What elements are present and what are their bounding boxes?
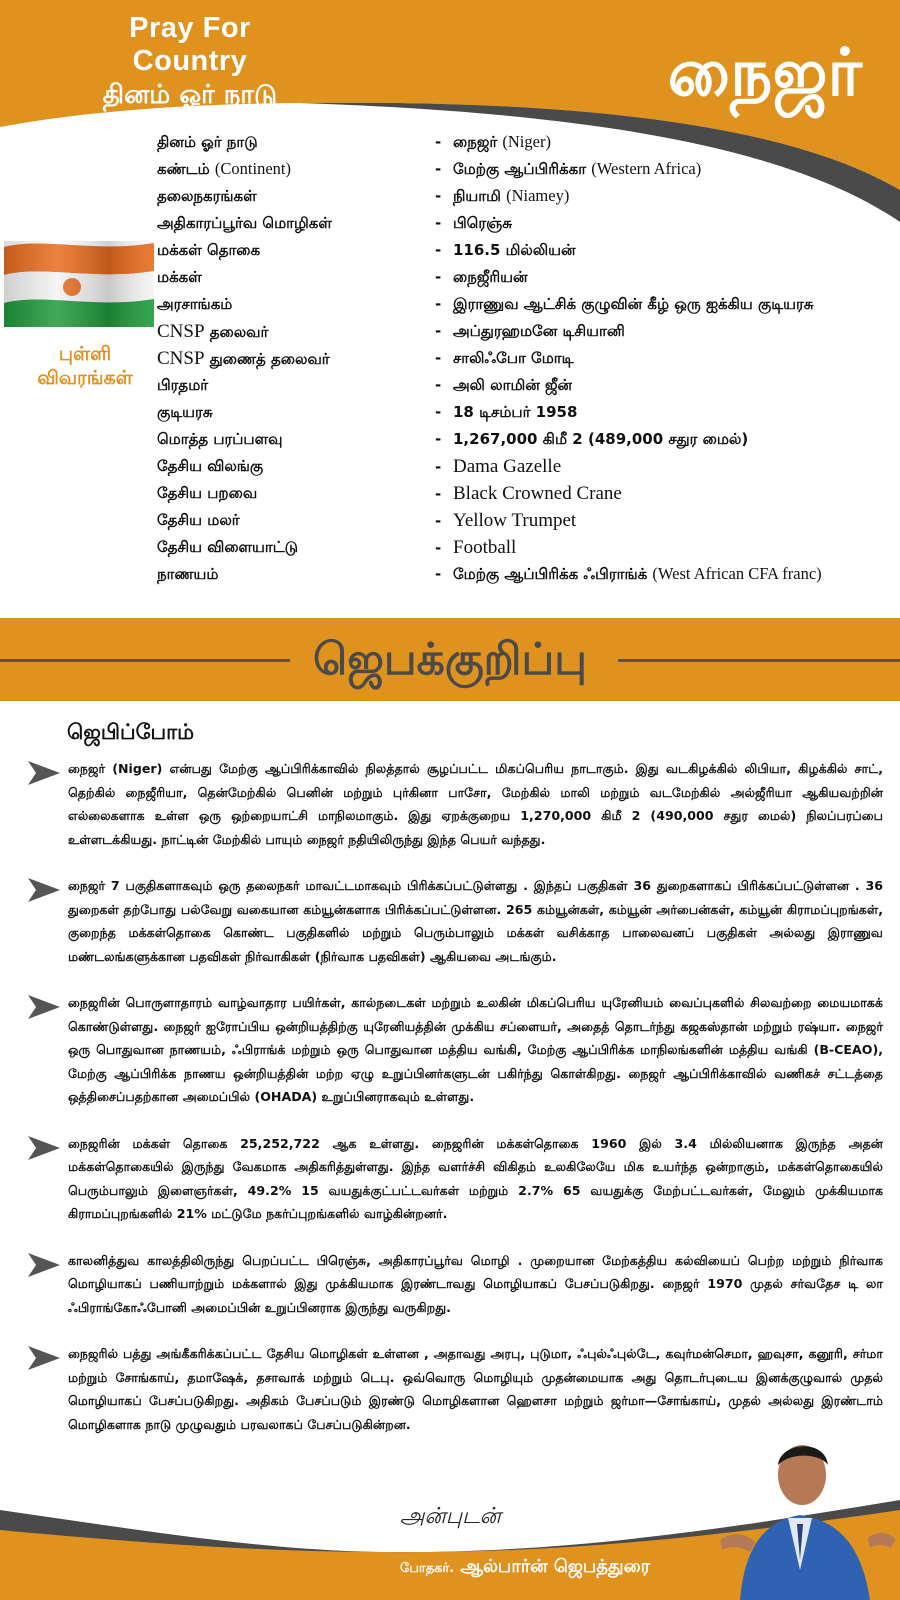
- signature-name: ஆல்பார்ன் ஜெபத்துரை: [460, 1556, 650, 1577]
- prayer-point: [28, 991, 883, 1109]
- brand-subtitle: தினம் ஓர் நாடு: [102, 80, 278, 110]
- prayer-point-text: காலனித்துவ காலத்திலிருந்து பெறப்பட்ட பிரெஞ்சு, அதிகாரப்பூர்வ மொழி . முறையான மேற்கத்திய கல்வியைப் பெற்ற மற்றும் நிர்வாக மொழியாகப் பணியாற்றும் மக்களால் இது முக்கியமாக இரண்டாவது மொழியாகப் பேசப்படுகிறது. நைஜர் 1970 முதல் சர்வதேச டி லா ஃபிராங்கோஃபோனி அமைப்பின் உறுப்பினராக இருந்து வருகிறது.: [68, 1252, 883, 1315]
- signature-role: போதகர்.: [400, 1561, 455, 1576]
- prayer-point-text: நைஜரில் பத்து அங்கீகரிக்கப்பட்ட தேசிய மொழிகள் உள்ளன , அதாவது அரபு, புடுமா, ஃபுல்ஃபுல்டே, கவுர்மன்செமா, ஹவுசா, கனூரி, சர்மா மற்றும் சோங்காய், தமாஷேக், தசாவாக் மற்றும் டெபு. ஒவ்வொரு மொழியும் முதன்மையாக அது தொடர்புடைய இனக்குழுவால் முதல் மொழியாகப் பேசப்படுகிறது. அதிகம் பேசப்படும் இரண்டு மொழிகளான ஹௌசா மற்றும் ஜர்மா—சோங்காய், முதல் அல்லது இரண்டாம் மொழிகளாக நாடு முழுவதும் பரவலாகப் பேசப்படுகின்றன.: [68, 1346, 883, 1432]
- fact-row: CNSP தலைவர் - அப்துரஹமனே டிசியானி: [157, 320, 625, 342]
- fact-row: மொத்த பரப்பளவு - 1,267,000 கிமீ 2 (489,000 சதுர மைல்): [157, 429, 749, 448]
- fact-row: தேசிய விளையாட்டு - Football: [157, 536, 517, 558]
- prayer-point: [28, 1249, 883, 1320]
- arrow-icon: [28, 878, 60, 902]
- prayer-point: [28, 757, 883, 851]
- fact-row: மக்கள் - நைஜீரியன்: [157, 267, 528, 286]
- band-title: ஜெபக்குறிப்பு: [312, 634, 587, 685]
- prayer-point-text: நைஜரின் மக்கள் தொகை 25,252,722 ஆக உள்ளது. நைஜரின் மக்கள்தொகை 1960 இல் 3.4 மில்லியனாக இருந்த அதன் மக்கள்தொகையில் இருந்து வேகமாக அதிகரித்துள்ளது. இந்த வளர்ச்சி விகிதம் உலகிலேயே மிக உயர்ந்த ஒன்றாகும், மக்கள்தொகையில் பெரும்பாலும் இளைஞர்கள், 49.2% 15 வயதுக்குட்பட்டவர்கள் மற்றும் 2.7% 65 வயதுக்கு மேற்பட்டவர்கள், மேலும் முக்கியமாக கிராமப்புறங்களில் 21% மட்டுமே நகர்ப்புறங்களில் வாழ்கின்றனர்.: [68, 1135, 883, 1221]
- facts-table: [157, 129, 892, 588]
- arrow-icon: [28, 1346, 60, 1370]
- prayer-point: [28, 874, 883, 968]
- fact-row: தேசிய மலர் - Yellow Trumpet: [157, 509, 577, 531]
- arrow-icon: [28, 1136, 60, 1160]
- niger-flag-image: [4, 241, 154, 327]
- prayer-points: [28, 757, 883, 1459]
- fact-row: குடியரசு - 18 டிசம்பர் 1958: [157, 402, 578, 421]
- brand-block: [70, 12, 310, 113]
- fact-row: நாணயம் - மேற்கு ஆப்பிரிக்க ஃபிராங்க் (West African CFA franc): [157, 564, 822, 583]
- prayer-point-text: நைஜரின் பொருளாதாரம் வாழ்வாதார பயிர்கள், கால்நடைகள் மற்றும் உலகின் மிகப்பெரிய யுரேனியம் வைப்புகளில் சிலவற்றை மையமாகக் கொண்டுள்ளது. நைஜர் ஐரோப்பிய ஒன்றியத்திற்கு யுரேனியத்தின் முக்கிய சப்ளையர், அதைத் தொடர்ந்து கஜகஸ்தான் மற்றும் ரஷ்யா. நைஜர் ஒரு பொதுவான நாணயம், ஃபிராங்க் மற்றும் ஒரு பொதுவான மத்திய வங்கி, மேற்கு ஆப்பிரிக்க மாநிலங்களின் மத்திய வங்கி (B-CEAO), மேற்கு ஆப்பிரிக்க நாணய ஒன்றியத்தின் மற்ற ஏழு உறுப்பினர்களுடன் பகிர்ந்து கொள்கிறது. நைஜர் ஆப்பிரிக்காவில் வணிகச் சட்டத்தை ஒத்திசைப்பதற்கான அமைப்பில் (OHADA) உறுப்பினராகவும் உள்ளது.: [68, 995, 883, 1104]
- prayer-band: [0, 618, 900, 701]
- country-title: நைஜர்: [667, 34, 862, 111]
- fact-row: அதிகாரப்பூர்வ மொழிகள் - பிரெஞ்சு: [157, 213, 513, 232]
- arrow-icon: [28, 995, 60, 1019]
- brand-title: Pray For Country: [129, 12, 251, 77]
- pray-heading: ஜெபிப்போம்: [67, 720, 195, 744]
- prayer-point: [28, 1132, 883, 1226]
- fact-row: தினம் ஓர் நாடு - நைஜர் (Niger): [157, 132, 551, 151]
- fact-row: தேசிய விலங்கு - Dama Gazelle: [157, 455, 562, 477]
- fact-row: அரசாங்கம் - இராணுவ ஆட்சிக் குழுவின் கீழ் ஒரு ஐக்கிய குடியரசு: [157, 294, 814, 313]
- fact-row: CNSP துணைத் தலைவர் - சாலிஃபோ மோடி: [157, 347, 574, 369]
- prayer-point-text: நைஜர் 7 பகுதிகளாகவும் ஒரு தலைநகர் மாவட்டமாகவும் பிரிக்கப்பட்டுள்ளது . இந்தப் பகுதிகள் 36 துறைகளாகப் பிரிக்கப்பட்டுள்ளன . 36 துறைகள் தற்போது பல்வேறு வகையான கம்யூன்களாக பிரிக்கப்பட்டுள்ளன. 265 கம்யூன்கள், கம்யூன் அர்பைன்கள், கம்யூன் கிராமப்புறங்கள், குறைந்த மக்கள்தொகை கொண்ட பகுதிகளில் மற்றும் பெரும்பாலும் மக்கள் வசிக்காத பாலைவனப் பகுதிகள் அல்லது இராணுவ மண்டலங்களுக்கான பதவிகள் நிர்வாகிகள் (நிர்வாக பதவிகள்) ஆகியவை அடங்கும்.: [68, 878, 883, 964]
- fact-row: கண்டம் (Continent) - மேற்கு ஆப்பிரிக்கா (Western Africa): [157, 159, 702, 178]
- signature: [400, 1556, 650, 1579]
- fact-row: மக்கள் தொகை - 116.5 மில்லியன்: [157, 240, 576, 259]
- fact-row: தேசிய பறவை - Black Crowned Crane: [157, 482, 622, 504]
- pastor-portrait-image: [700, 1420, 900, 1600]
- arrow-icon: [28, 1253, 60, 1277]
- fact-row: தலைநகரங்கள் - நியாமி (Niamey): [157, 186, 570, 205]
- facts-label: புள்ளி விவரங்கள்: [37, 343, 133, 389]
- closing-text: அன்புடன்: [400, 1504, 501, 1529]
- fact-row: பிரதமர் - அலி லாமின் ஜீன்: [157, 375, 573, 394]
- prayer-point-text: நைஜர் (Niger) என்பது மேற்கு ஆப்பிரிக்காவில் நிலத்தால் சூழப்பட்ட மிகப்பெரிய நாடாகும். இது வடகிழக்கில் லிபியா, கிழக்கில் சாட், தெற்கில் நைஜீரியா, தென்மேற்கில் பெனின் மற்றும் புர்கினா பாசோ, மேற்கில் மாலி மற்றும் வடமேற்கில் அல்ஜீரியா ஆகியவற்றின் எல்லைகளாக உள்ள ஒரு ஒற்றையாட்சி மாநிலமாகும். இது ஏறக்குறைய 1,270,000 கிமீ 2 (490,000 சதுர மைல்) நிலப்பரப்பை உள்ளடக்கியது. நாட்டின் மேற்கில் பாயும் நைஜர் நதியிலிருந்து இந்த பெயர் வந்தது.: [68, 761, 883, 847]
- arrow-icon: [28, 761, 60, 785]
